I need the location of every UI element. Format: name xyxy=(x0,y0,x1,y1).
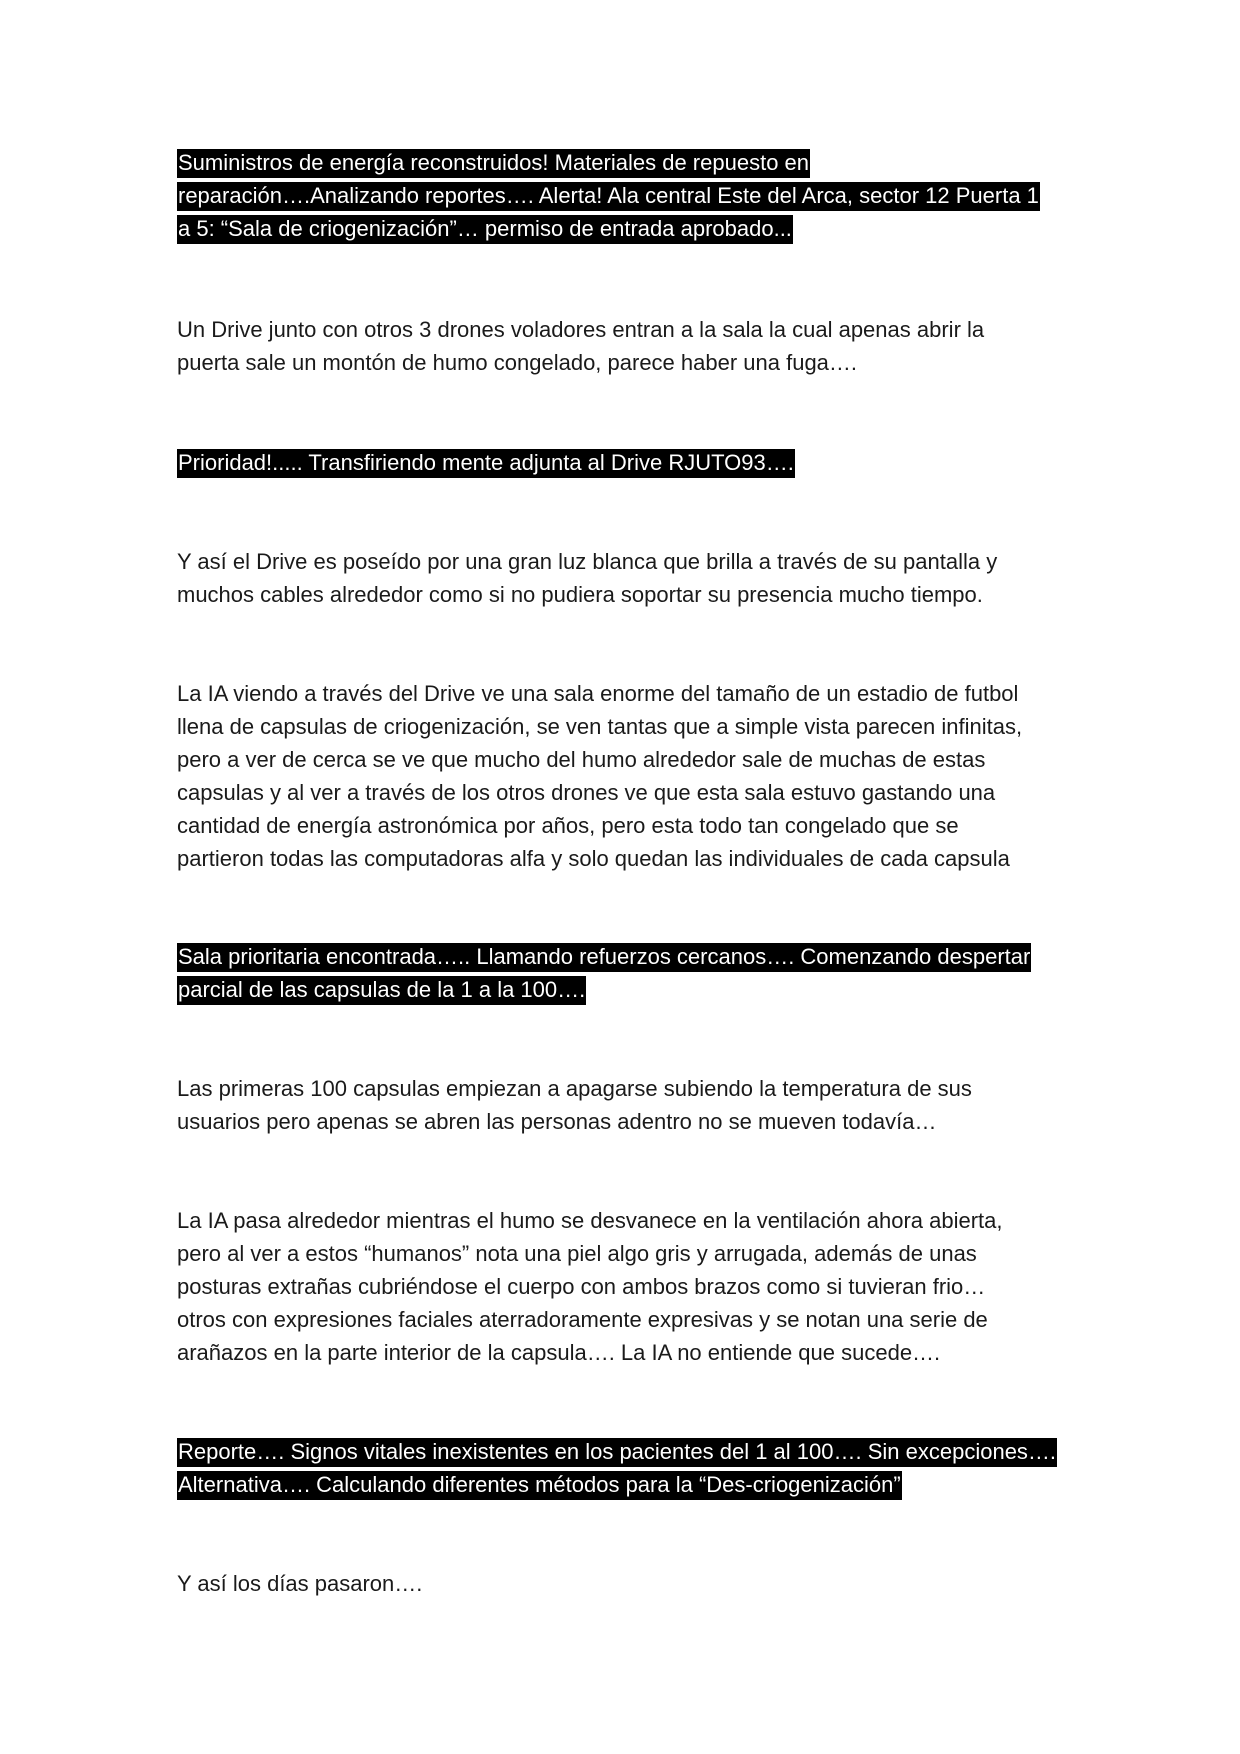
system-message-4 xyxy=(177,1435,1077,1501)
system-message-2 xyxy=(177,446,1077,479)
text-line: La IA viendo a través del Drive ve una sala enorme del tamaño de un estadio de futbol xyxy=(177,681,1019,706)
text-line: puerta sale un montón de humo congelado, parece haber una fuga…. xyxy=(177,350,858,375)
text-line: arañazos en la parte interior de la capsula…. La IA no entiende que sucede…. xyxy=(177,1340,941,1365)
text-line: a 5: “Sala de criogenización”… permiso de entrada aprobado... xyxy=(177,212,1077,245)
text-line: Las primeras 100 capsulas empiezan a apagarse subiendo la temperatura de sus xyxy=(177,1076,972,1101)
text-line: llena de capsulas de criogenización, se ven tantas que a simple vista parecen infinitas, xyxy=(177,714,1023,739)
text-line: Sala prioritaria encontrada….. Llamando refuerzos cercanos…. Comenzando despertar xyxy=(177,940,1077,973)
narrative-paragraph-6 xyxy=(177,1567,1077,1600)
text-line: La IA pasa alrededor mientras el humo se desvanece en la ventilación ahora abierta, xyxy=(177,1208,1003,1233)
text-line: partieron todas las computadoras alfa y solo quedan las individuales de cada capsula xyxy=(177,846,1010,871)
text-line: muchos cables alrededor como si no pudiera soportar su presencia mucho tiempo. xyxy=(177,582,983,607)
text-line: reparación….Analizando reportes…. Alerta! Ala central Este del Arca, sector 12 Puerta 1 xyxy=(177,179,1077,212)
text-line: Prioridad!..... Transfiriendo mente adjunta al Drive RJUTO93…. xyxy=(177,446,1077,479)
text-line: Un Drive junto con otros 3 drones voladores entran a la sala la cual apenas abrir la xyxy=(177,317,985,342)
text-line: posturas extrañas cubriéndose el cuerpo con ambos brazos como si tuvieran frio… xyxy=(177,1274,986,1299)
text-line: pero a ver de cerca se ve que mucho del humo alrededor sale de muchas de estas xyxy=(177,747,986,772)
narrative-paragraph-4 xyxy=(177,1072,1077,1138)
text-line: capsulas y al ver a través de los otros drones ve que esta sala estuvo gastando una xyxy=(177,780,996,805)
text-line: otros con expresiones faciales aterradoramente expresivas y se notan una serie de xyxy=(177,1307,988,1332)
narrative-paragraph-3 xyxy=(177,677,1077,875)
text-line: Alternativa…. Calculando diferentes métodos para la “Des-criogenización” xyxy=(177,1468,1077,1501)
system-message-1 xyxy=(177,146,1077,245)
narrative-paragraph-2 xyxy=(177,545,1077,611)
text-line: cantidad de energía astronómica por años, pero esta todo tan congelado que se xyxy=(177,813,959,838)
text-line: Y así los días pasaron…. xyxy=(177,1571,423,1596)
system-message-3 xyxy=(177,940,1077,1006)
text-line: Y así el Drive es poseído por una gran luz blanca que brilla a través de su pantalla y xyxy=(177,549,998,574)
text-line: Reporte…. Signos vitales inexistentes en los pacientes del 1 al 100…. Sin excepciones…. xyxy=(177,1435,1077,1468)
text-line: usuarios pero apenas se abren las personas adentro no se mueven todavía… xyxy=(177,1109,937,1134)
narrative-paragraph-5 xyxy=(177,1204,1077,1369)
text-line: Suministros de energía reconstruidos! Materiales de repuesto en xyxy=(177,146,1077,179)
narrative-paragraph-1 xyxy=(177,313,1077,379)
text-line: parcial de las capsulas de la 1 a la 100…. xyxy=(177,973,1077,1006)
text-line: pero al ver a estos “humanos” nota una piel algo gris y arrugada, además de unas xyxy=(177,1241,977,1266)
